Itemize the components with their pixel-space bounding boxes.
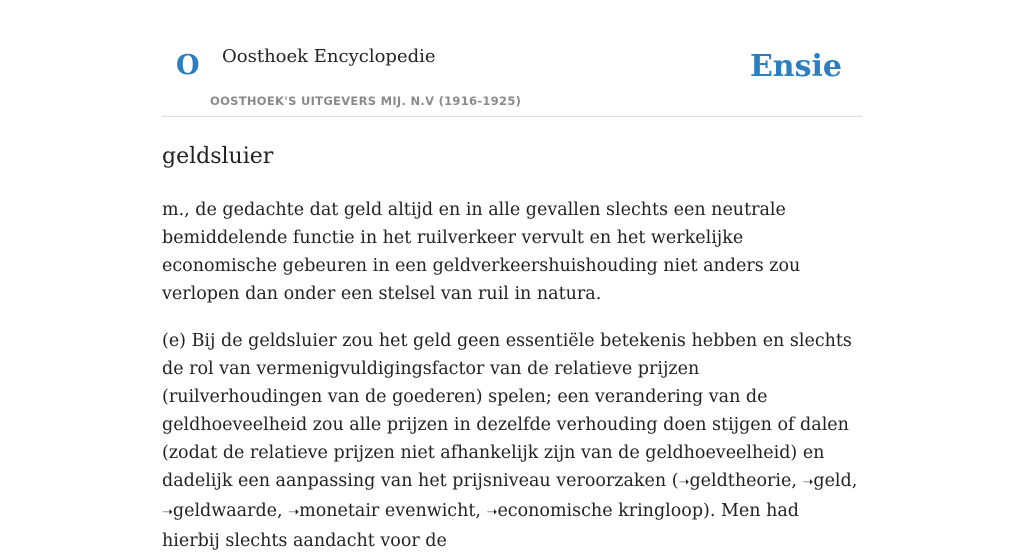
xref-label: geld — [813, 471, 852, 491]
ensie-brand-link[interactable]: Ensie — [749, 49, 842, 84]
xref-link-geldtheorie[interactable] — [679, 471, 792, 491]
xref-link-monetair-evenwicht[interactable] — [288, 501, 475, 521]
xref-label: monetair evenwicht — [299, 501, 476, 521]
arrow-right-icon: ➝ — [486, 505, 498, 520]
xref-separator: , — [851, 471, 858, 491]
site-title[interactable]: Oosthoek Encyclopedie — [222, 46, 436, 67]
xref-label: geldtheorie — [689, 471, 792, 491]
publisher-subtitle: OOSTHOEK'S UITGEVERS MIJ. N.V (1916-1925) — [210, 94, 522, 108]
logo-icon[interactable]: O — [176, 50, 200, 81]
explanation-paragraph — [162, 327, 862, 555]
xref-link-economische-kringloop[interactable] — [487, 501, 703, 521]
site-header — [162, 0, 862, 117]
xref-label: geldwaarde — [172, 501, 278, 521]
arrow-right-icon: ➝ — [802, 475, 814, 490]
xref-label: economische kringloop — [497, 501, 704, 521]
xref-separator: , — [475, 501, 487, 521]
explanation-text-end: ). Men had hierbij slechts aandacht voor de — [162, 501, 799, 551]
xref-separator: , — [277, 501, 289, 521]
arrow-right-icon: ➝ — [288, 505, 300, 520]
xref-link-geldwaarde[interactable] — [162, 501, 277, 521]
definition-paragraph: m., de gedachte dat geld altijd en in alle gevallen slechts een neutrale bemiddelende functie in het ruilverkeer vervult en het werkelijke economische gebeuren in een geldverkeershuishouding niet anders zou verlopen dan onder een stelsel van ruil in natura. — [162, 200, 801, 304]
xref-separator: , — [791, 471, 803, 491]
explanation-text-start: (e) Bij de geldsluier zou het geld geen essentiële betekenis hebben en slechts de rol van vermenigvuldigingsfactor van de relatieve prijzen (ruilverhoudingen van de goederen) spelen; een verandering van de geldhoeveelheid zou alle prijzen in dezelfde verhouding doen stijgen of dalen (zodat de relatieve prijzen niet afhankelijk zijn van de geldhoeveelheid) en dadelijk een aanpassing van het prijsniveau veroorzaken ( — [162, 331, 852, 491]
xref-link-geld[interactable] — [802, 471, 851, 491]
arrow-right-icon: ➝ — [162, 505, 173, 520]
page — [162, 0, 862, 551]
entry-title: geldsluier — [162, 144, 274, 169]
arrow-right-icon: ➝ — [678, 475, 690, 490]
